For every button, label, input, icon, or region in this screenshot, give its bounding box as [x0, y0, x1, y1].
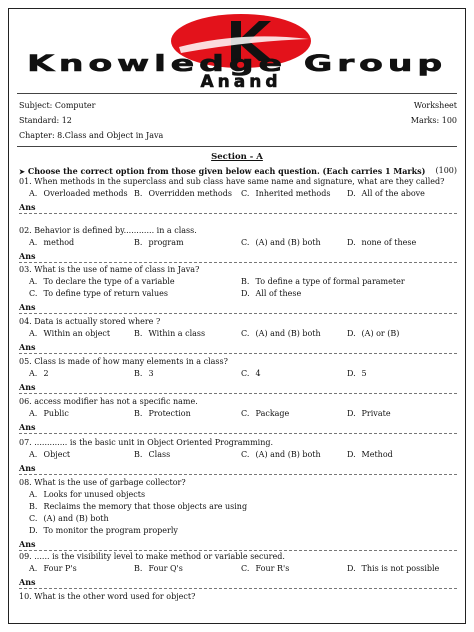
- answer-option: [29, 450, 70, 459]
- answer-option: [347, 450, 393, 459]
- answer-option: [347, 189, 425, 198]
- answer-option: [241, 289, 301, 298]
- instruction: [19, 166, 457, 176]
- logo-line1: Knowledge Group: [27, 52, 447, 77]
- option-text: 4: [253, 369, 261, 378]
- answer-option: [241, 238, 321, 247]
- option-key: B.: [241, 277, 250, 286]
- option-text: Four P's: [41, 564, 77, 573]
- option-key: D.: [347, 450, 356, 459]
- option-text: Package: [253, 409, 290, 418]
- answer-option: [134, 450, 170, 459]
- option-key: A.: [29, 329, 38, 338]
- answer-option: [134, 189, 232, 198]
- option-key: B.: [134, 189, 143, 198]
- option-key: C.: [29, 289, 38, 298]
- answer-option: [134, 369, 154, 378]
- option-key: D.: [347, 564, 356, 573]
- standard: Standard: 12: [19, 116, 72, 125]
- answer-label: Ans: [19, 382, 36, 392]
- answer-line[interactable]: [19, 474, 457, 475]
- option-key: B.: [134, 238, 143, 247]
- answer-option: [29, 564, 77, 573]
- option-key: A.: [29, 409, 38, 418]
- option-text: Four Q's: [146, 564, 183, 573]
- option-text: Overloaded methods: [41, 189, 128, 198]
- option-key: C.: [241, 369, 250, 378]
- answer-option: [241, 450, 321, 459]
- option-text: 2: [41, 369, 49, 378]
- answer-option: [29, 289, 168, 298]
- option-key: D.: [347, 409, 356, 418]
- answer-label: Ans: [19, 342, 36, 352]
- answer-option: [29, 369, 49, 378]
- worksheet-page: [8, 8, 466, 624]
- question-text: 10. What is the other word used for object?: [19, 592, 196, 601]
- total-marks: Marks: 100: [410, 116, 457, 125]
- option-key: B.: [29, 502, 38, 511]
- option-key: C.: [241, 189, 250, 198]
- answer-line[interactable]: [19, 353, 457, 354]
- question-text: 05. Class is made of how many elements in a class?: [19, 357, 228, 366]
- answer-option: [29, 490, 145, 499]
- option-key: C.: [241, 450, 250, 459]
- option-text: Looks for unused objects: [41, 490, 146, 499]
- answer-line[interactable]: [19, 433, 457, 434]
- section-marks: (100): [435, 166, 457, 175]
- option-text: 5: [359, 369, 367, 378]
- answer-option: [347, 409, 391, 418]
- question-text: 02. Behavior is defined by............ in a class.: [19, 226, 197, 235]
- instruction-text: Choose the correct option from those given below each question. (Each carries 1 Marks): [27, 166, 426, 176]
- question-text: 03. What is the use of name of class in Java?: [19, 265, 200, 274]
- option-text: To define type of return values: [41, 289, 168, 298]
- question-text: 06. access modifier has not a specific name.: [19, 397, 198, 406]
- answer-option: [134, 409, 191, 418]
- answer-option: [29, 277, 175, 286]
- option-key: A.: [29, 189, 38, 198]
- option-key: D.: [29, 526, 38, 535]
- option-text: (A) and (B) both: [41, 514, 109, 523]
- option-key: A.: [29, 450, 38, 459]
- answer-option: [241, 369, 261, 378]
- answer-label: Ans: [19, 539, 36, 549]
- answer-label: Ans: [19, 577, 36, 587]
- answer-label: Ans: [19, 202, 36, 212]
- option-text: To monitor the program properly: [41, 526, 178, 535]
- option-text: Public: [41, 409, 69, 418]
- question-text: 04. Data is actually stored where ?: [19, 317, 161, 326]
- option-key: D.: [347, 369, 356, 378]
- option-text: Method: [359, 450, 393, 459]
- answer-option: [29, 238, 74, 247]
- option-key: B.: [134, 369, 143, 378]
- option-key: B.: [134, 450, 143, 459]
- option-key: B.: [134, 409, 143, 418]
- answer-line[interactable]: [19, 262, 457, 263]
- option-key: C.: [241, 238, 250, 247]
- question-text: 07. ............. is the basic unit in Object Oriented Programming.: [19, 438, 274, 447]
- option-key: D.: [347, 329, 356, 338]
- option-text: (A) and (B) both: [253, 329, 321, 338]
- option-key: A.: [29, 564, 38, 573]
- answer-option: [241, 564, 289, 573]
- answer-option: [347, 238, 416, 247]
- answer-option: [29, 526, 178, 535]
- option-text: Within an object: [41, 329, 111, 338]
- answer-option: [29, 514, 109, 523]
- answer-line[interactable]: [19, 213, 457, 214]
- option-text: Class: [146, 450, 171, 459]
- option-text: To declare the type of a variable: [41, 277, 175, 286]
- chapter: Chapter: 8.Class and Object in Java: [19, 131, 164, 140]
- option-key: D.: [347, 189, 356, 198]
- option-text: (A) and (B) both: [253, 450, 321, 459]
- question-text: 08. What is the use of garbage collector?: [19, 478, 186, 487]
- arrow-bullet-icon: ➤: [19, 167, 25, 176]
- answer-option: [347, 369, 367, 378]
- divider: [17, 93, 457, 94]
- answer-option: [241, 277, 405, 286]
- worksheet-label: Worksheet: [413, 101, 457, 110]
- option-text: method: [41, 238, 75, 247]
- option-key: C.: [241, 329, 250, 338]
- option-key: B.: [134, 564, 143, 573]
- answer-option: [29, 409, 69, 418]
- option-text: Inherited methods: [253, 189, 331, 198]
- subject: Subject: Computer: [19, 101, 96, 110]
- option-text: Private: [359, 409, 391, 418]
- answer-option: [347, 329, 399, 338]
- option-text: This is not possible: [359, 564, 440, 573]
- answer-option: [241, 409, 289, 418]
- answer-option: [29, 329, 110, 338]
- answer-label: Ans: [19, 251, 36, 261]
- answer-option: [29, 502, 247, 511]
- option-text: Overridden methods: [146, 189, 232, 198]
- answer-label: Ans: [19, 302, 36, 312]
- answer-option: [134, 329, 205, 338]
- option-text: Object: [41, 450, 71, 459]
- answer-line[interactable]: [19, 588, 457, 589]
- question-text: 09. ...... is the visibility level to make method or variable secured.: [19, 552, 285, 561]
- answer-option: [29, 189, 128, 198]
- option-key: A.: [29, 490, 38, 499]
- answer-line[interactable]: [19, 313, 457, 314]
- option-key: C.: [241, 409, 250, 418]
- option-text: (A) and (B) both: [253, 238, 321, 247]
- option-text: 3: [146, 369, 154, 378]
- answer-option: [241, 329, 321, 338]
- answer-option: [347, 564, 439, 573]
- option-key: C.: [29, 514, 38, 523]
- option-text: program: [146, 238, 184, 247]
- option-text: (A) or (B): [359, 329, 400, 338]
- answer-option: [134, 238, 184, 247]
- answer-option: [134, 564, 183, 573]
- option-text: Reclaims the memory that those objects are using: [41, 502, 248, 511]
- option-key: A.: [29, 277, 38, 286]
- answer-label: Ans: [19, 422, 36, 432]
- logo: [9, 9, 465, 93]
- option-text: All of the above: [359, 189, 425, 198]
- option-text: Within a class: [146, 329, 206, 338]
- option-key: D.: [241, 289, 250, 298]
- option-key: C.: [241, 564, 250, 573]
- question-text: 01. When methods in the superclass and sub class have same name and signature, what are they called?: [19, 177, 445, 186]
- answer-line[interactable]: [19, 550, 457, 551]
- option-text: To define a type of formal parameter: [253, 277, 405, 286]
- k-swoosh-logo-icon: [9, 9, 465, 93]
- answer-line[interactable]: [19, 393, 457, 394]
- option-key: B.: [134, 329, 143, 338]
- logo-line2: Anand: [200, 72, 282, 92]
- option-text: All of these: [253, 289, 302, 298]
- divider: [17, 146, 457, 147]
- option-text: none of these: [359, 238, 417, 247]
- answer-option: [241, 189, 330, 198]
- option-key: A.: [29, 238, 38, 247]
- answer-label: Ans: [19, 463, 36, 473]
- option-key: A.: [29, 369, 38, 378]
- section-title: Section - A: [211, 152, 263, 162]
- option-key: D.: [347, 238, 356, 247]
- option-text: Protection: [146, 409, 191, 418]
- option-text: Four R's: [253, 564, 290, 573]
